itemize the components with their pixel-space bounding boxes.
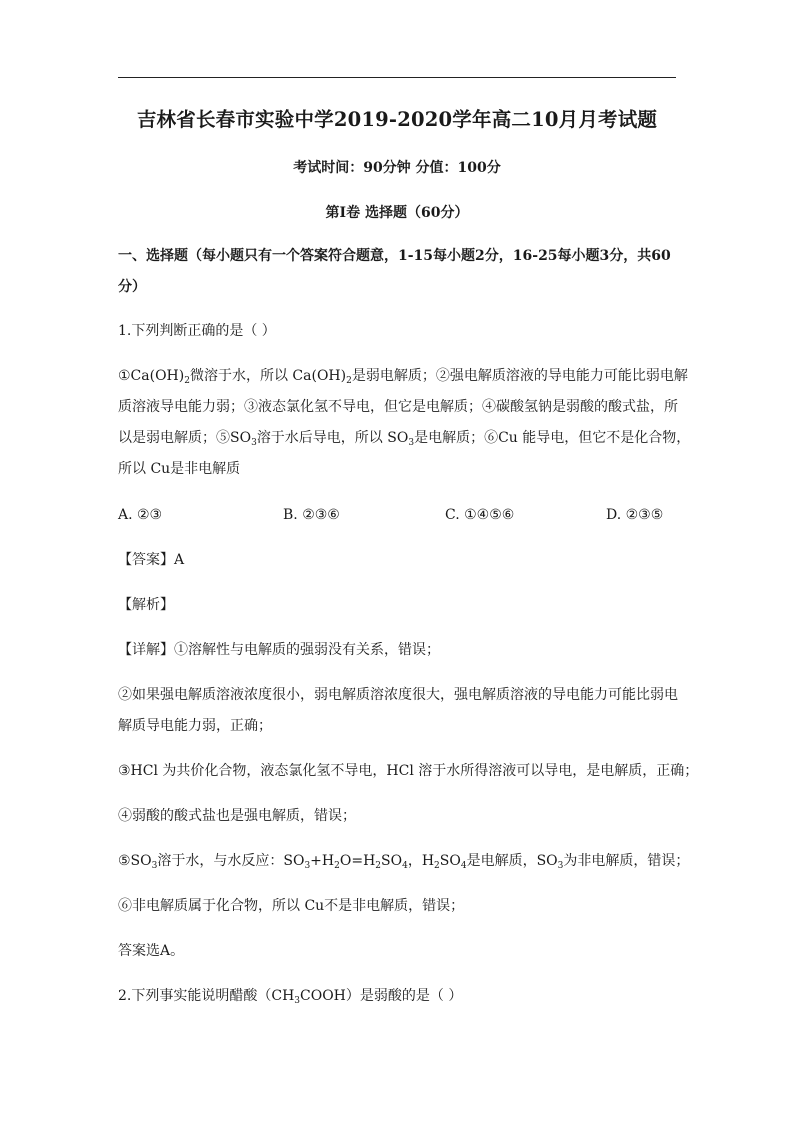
detail-line-1: 【详解】①溶解性与电解质的强弱没有关系，错误；	[118, 642, 440, 658]
header-rule	[118, 77, 676, 78]
detail-line-6: ⑥非电解质属于化合物，所以 Cu不是非电解质，错误；	[118, 898, 465, 914]
question-1-text-line-2: 质溶液导电能力弱；③液态氯化氢不导电，但它是电解质；④碳酸氢钠是弱酸的酸式盐，所	[118, 399, 678, 415]
answer-line: 【答案】A	[118, 552, 185, 568]
instruction-line-2: 分）	[118, 279, 146, 295]
question-1-text-line-4: 所以 Cu是非电解质	[118, 461, 241, 477]
instruction-line-1: 一、选择题（每小题只有一个答案符合题意，1-15每小题2分，16-25每小题3分，共60	[118, 248, 671, 264]
option-a: A. ②③	[118, 507, 163, 523]
question-1-text-line-3: 以是弱电解质；$⑤SO_3$溶于水后导电，所以 $SO_3$是电解质；⑥Cu 能导电，但它不是化合物，	[118, 430, 691, 448]
option-d: D. ②③⑤	[606, 507, 664, 523]
question-1-stem: 1.下列判断正确的是（ ）	[118, 323, 276, 339]
option-b: B. ②③⑥	[283, 507, 340, 523]
option-c: C. ①④⑤⑥	[445, 507, 515, 523]
analysis-label: 【解析】	[118, 597, 174, 613]
section-heading: 第Ⅰ卷 选择题（60分）	[325, 205, 469, 221]
question-1-text-line-1: $①Ca(OH)_2$微溶于水，所以 $Ca(OH)_2$是弱电解质；②强电解质溶液的导电能力可能比弱电解	[118, 368, 688, 386]
question-2-stem: 2.下列事实能说明醋酸$(CH_3COOH)$是弱酸的是（ ）	[118, 988, 463, 1006]
detail-line-4: ④弱酸的酸式盐也是强电解质，错误；	[118, 808, 356, 824]
detail-line-3: ③HCl 为共价化合物，液态氯化氢不导电，HCl 溶于水所得溶液可以导电，是电解质，正确；	[118, 763, 699, 779]
detail-line-5: $⑤SO_3$溶于水，与水反应：$SO_3+H_2O=H_2SO_4$，$H_2SO_4$是电解质，$SO_3$为非电解质，错误；	[118, 853, 690, 871]
exam-info: 考试时间：90分钟 分值：100分	[293, 160, 501, 176]
detail-line-2a: ②如果强电解质溶液浓度很小，弱电解质溶浓度很大，强电解质溶液的导电能力可能比弱电	[118, 687, 678, 703]
conclusion-line: 答案选A。	[118, 943, 185, 959]
detail-line-2b: 解质导电能力弱，正确；	[118, 718, 272, 734]
exam-title: 吉林省长春市实验中学2019-2020学年高二10月月考试题	[136, 108, 658, 131]
